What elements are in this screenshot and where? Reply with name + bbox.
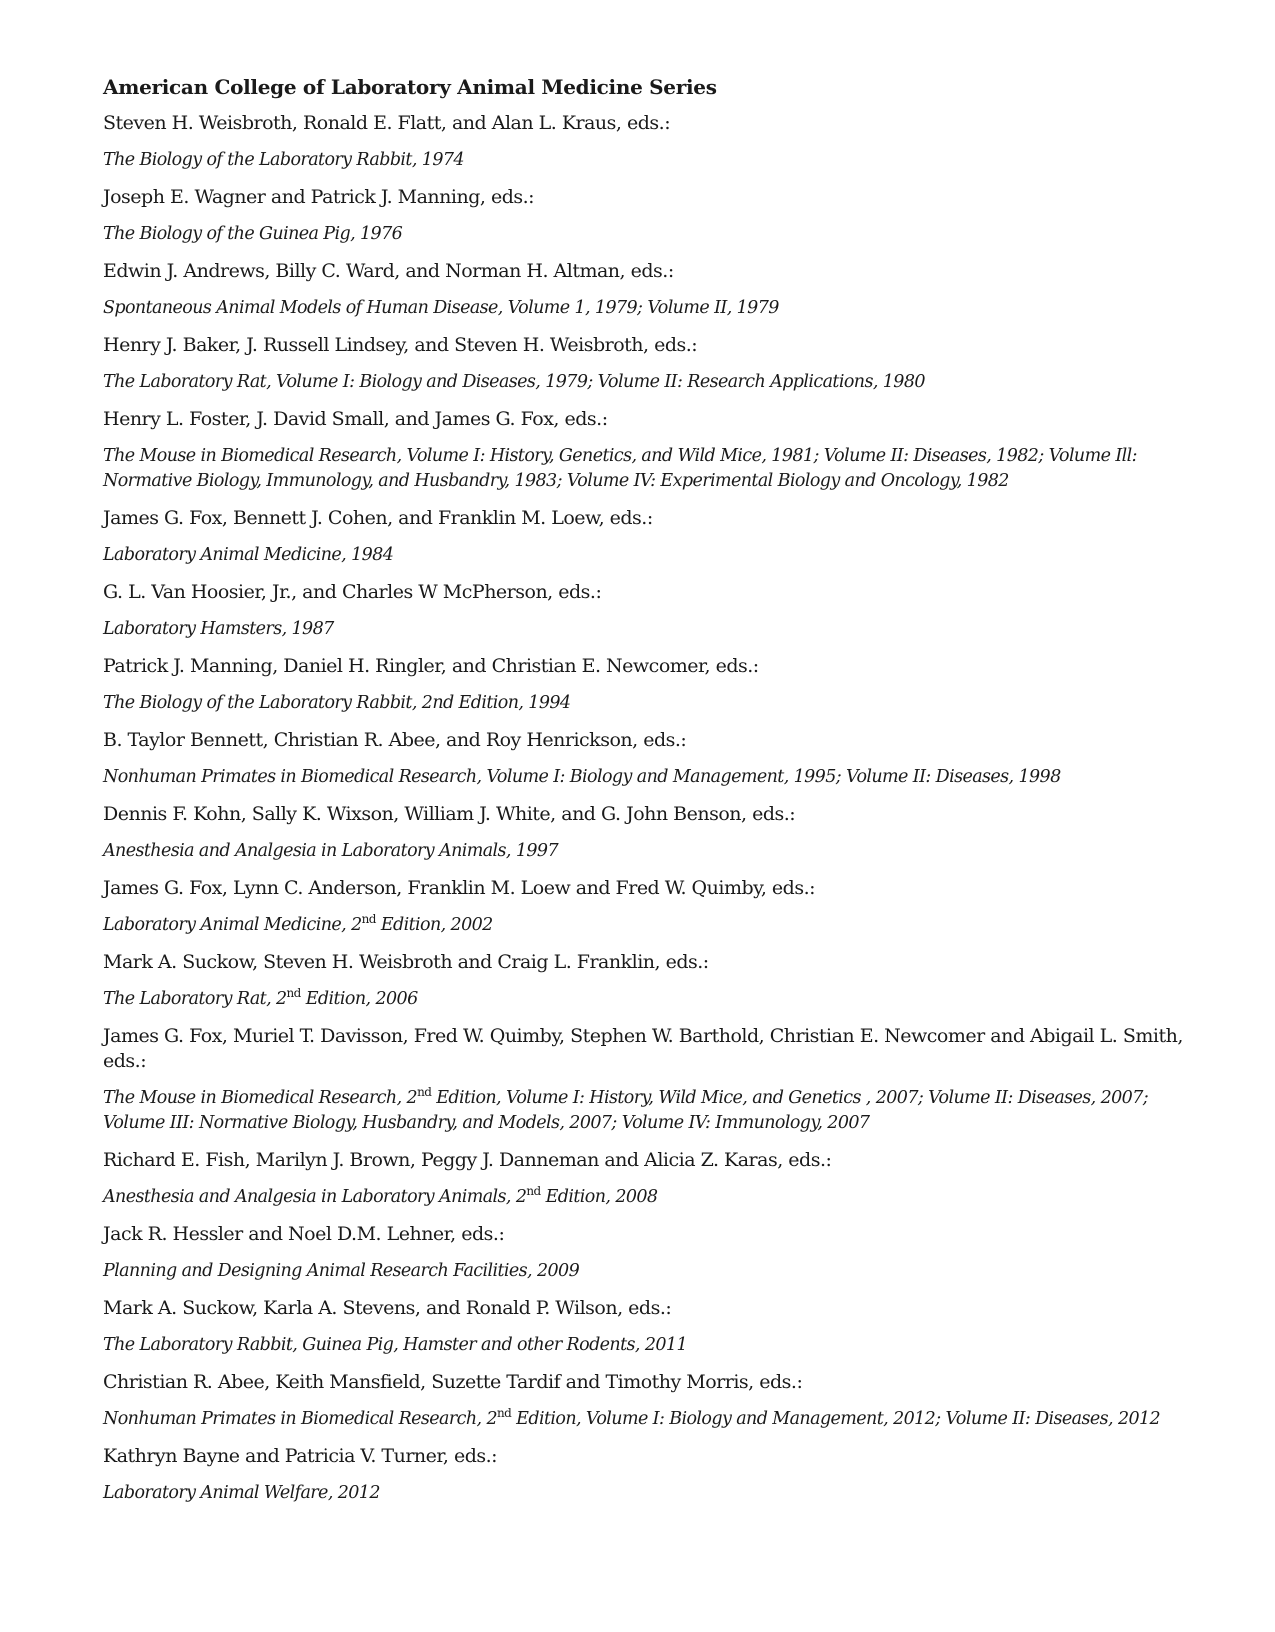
- entry-title: The Laboratory Rat, Volume I: Biology and Diseases, 1979; Volume II: Research Applications, 1980: [103, 372, 925, 392]
- series-entry: [103, 1024, 1183, 1136]
- title-text: Edition, 2006: [300, 989, 418, 1009]
- entry-title: [103, 1086, 1183, 1136]
- series-entry: [103, 580, 1183, 642]
- ordinal-suffix: nd: [417, 1085, 432, 1100]
- series-entry: [103, 1444, 1183, 1506]
- entry-title: Laboratory Animal Welfare, 2012: [103, 1483, 380, 1503]
- series-entry: [103, 728, 1183, 790]
- series-entry: [103, 1296, 1183, 1358]
- entry-editors: Edwin J. Andrews, Billy C. Ward, and Norman H. Altman, eds.:: [103, 260, 674, 282]
- title-text: Edition, 2008: [540, 1187, 658, 1207]
- entry-editors: Steven H. Weisbroth, Ronald E. Flatt, and Alan L. Kraus, eds.:: [103, 112, 671, 134]
- title-text: The Mouse in Biomedical Research, 2: [103, 1088, 418, 1108]
- entry-editors: Joseph E. Wagner and Patrick J. Manning, eds.:: [103, 186, 535, 208]
- entry-title: [103, 1407, 1183, 1432]
- series-entry: [103, 407, 1183, 494]
- entry-editors: G. L. Van Hoosier, Jr., and Charles W McPherson, eds.:: [103, 581, 602, 603]
- series-entry: [103, 506, 1183, 568]
- series-entry: [103, 259, 1183, 321]
- series-page: [103, 72, 1183, 1518]
- entry-title: Laboratory Animal Medicine, 1984: [103, 545, 394, 565]
- series-entry: [103, 1148, 1183, 1210]
- entry-editors: James G. Fox, Muriel T. Davisson, Fred W. Quimby, Stephen W. Barthold, Christian E. Newcomer and Abigail L. Smith, eds.:: [103, 1025, 1183, 1072]
- title-text: Anesthesia and Analgesia in Laboratory Animals, 2: [103, 1187, 527, 1207]
- title-text: Edition, Volume I: Biology and Management, 2012; Volume II: Diseases, 2012: [511, 1409, 1161, 1429]
- ordinal-suffix: nd: [361, 912, 376, 927]
- series-entry: [103, 1370, 1183, 1432]
- series-entry: [103, 1222, 1183, 1284]
- entry-editors: Richard E. Fish, Marilyn J. Brown, Peggy J. Danneman and Alicia Z. Karas, eds.:: [103, 1149, 832, 1171]
- entry-title: Planning and Designing Animal Research Facilities, 2009: [103, 1261, 580, 1281]
- entry-editors: Dennis F. Kohn, Sally K. Wixson, William J. White, and G. John Benson, eds.:: [103, 803, 796, 825]
- entry-title: Nonhuman Primates in Biomedical Research, Volume I: Biology and Management, 1995; Volume II: Diseases, 1998: [103, 767, 1061, 787]
- entry-title: The Biology of the Laboratory Rabbit, 2nd Edition, 1994: [103, 693, 571, 713]
- series-entry: [103, 111, 1183, 173]
- entry-title: The Biology of the Laboratory Rabbit, 1974: [103, 150, 464, 170]
- entry-title: [103, 913, 1183, 938]
- entry-title: The Laboratory Rabbit, Guinea Pig, Hamster and other Rodents, 2011: [103, 1335, 687, 1355]
- entry-title: The Biology of the Guinea Pig, 1976: [103, 224, 403, 244]
- entry-editors: Jack R. Hessler and Noel D.M. Lehner, eds.:: [103, 1223, 505, 1245]
- entry-editors: Henry L. Foster, J. David Small, and James G. Fox, eds.:: [103, 408, 608, 430]
- entry-editors: Mark A. Suckow, Steven H. Weisbroth and Craig L. Franklin, eds.:: [103, 951, 709, 973]
- title-text: Edition, Volume I: History, Wild Mice, and Genetics , 2007; Volume II: Diseases, 2007; Volume III: Normative Biology, Husbandry, and Models, 2007; Volume IV: Immunology, 2007: [103, 1088, 1149, 1133]
- entry-editors: Henry J. Baker, J. Russell Lindsey, and Steven H. Weisbroth, eds.:: [103, 334, 698, 356]
- entry-title: Laboratory Hamsters, 1987: [103, 619, 334, 639]
- entry-editors: Patrick J. Manning, Daniel H. Ringler, and Christian E. Newcomer, eds.:: [103, 655, 759, 677]
- entry-editors: Mark A. Suckow, Karla A. Stevens, and Ronald P. Wilson, eds.:: [103, 1297, 672, 1319]
- entry-editors: B. Taylor Bennett, Christian R. Abee, and Roy Henrickson, eds.:: [103, 729, 687, 751]
- series-entry: [103, 185, 1183, 247]
- ordinal-suffix: nd: [526, 1184, 541, 1199]
- ordinal-suffix: nd: [286, 986, 301, 1001]
- entry-title: [103, 1185, 1183, 1210]
- series-entry: [103, 876, 1183, 938]
- title-text: The Laboratory Rat, 2: [103, 989, 287, 1009]
- series-entry: [103, 654, 1183, 716]
- series-entry: [103, 950, 1183, 1012]
- ordinal-suffix: nd: [497, 1406, 512, 1421]
- entry-editors: Christian R. Abee, Keith Mansfield, Suzette Tardif and Timothy Morris, eds.:: [103, 1371, 803, 1393]
- title-text: Edition, 2002: [375, 915, 493, 935]
- page-title: American College of Laboratory Animal Medicine Series: [103, 75, 717, 99]
- series-entry: [103, 333, 1183, 395]
- entry-title: Spontaneous Animal Models of Human Disease, Volume 1, 1979; Volume II, 1979: [103, 298, 779, 318]
- series-entry: [103, 802, 1183, 864]
- entry-editors: James G. Fox, Bennett J. Cohen, and Franklin M. Loew, eds.:: [103, 507, 653, 529]
- title-text: Nonhuman Primates in Biomedical Research, 2: [103, 1409, 497, 1429]
- entry-editors: James G. Fox, Lynn C. Anderson, Franklin M. Loew and Fred W. Quimby, eds.:: [103, 877, 816, 899]
- entry-editors: Kathryn Bayne and Patricia V. Turner, eds.:: [103, 1445, 498, 1467]
- entry-title: Anesthesia and Analgesia in Laboratory Animals, 1997: [103, 841, 558, 861]
- entry-title: The Mouse in Biomedical Research, Volume I: History, Genetics, and Wild Mice, 1981; Volume II: Diseases, 1982; Volume Ill: Normative Biology, Immunology, and Husbandry, 1983; Volume IV: Experimental Biology and Oncology, 1982: [103, 446, 1137, 491]
- entry-title: [103, 987, 1183, 1012]
- title-text: Laboratory Animal Medicine, 2: [103, 915, 362, 935]
